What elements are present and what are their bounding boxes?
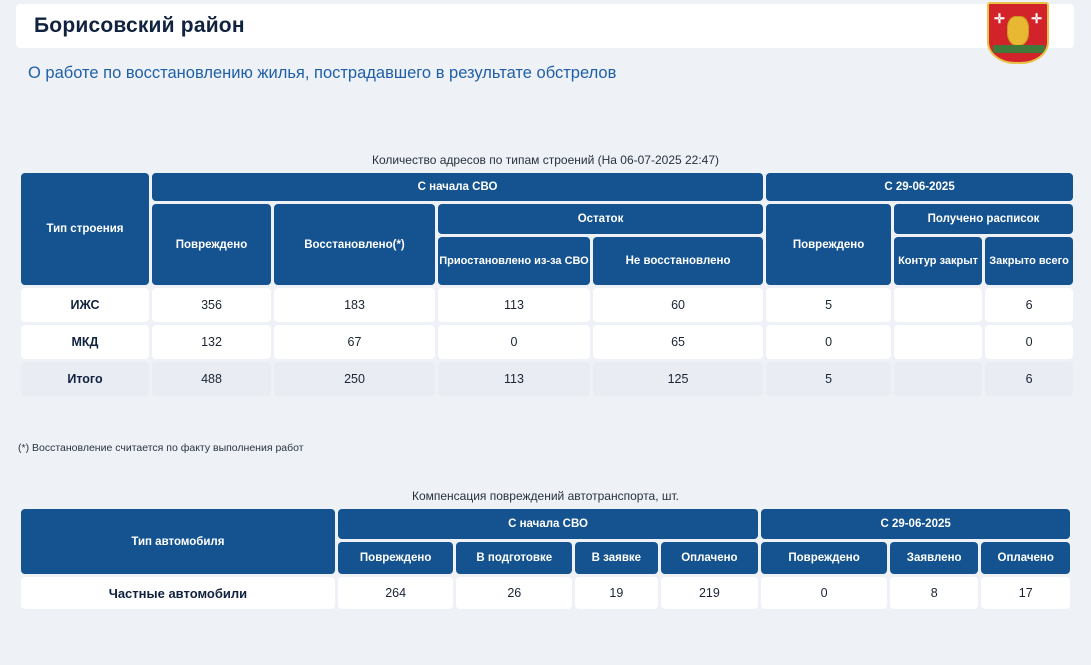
table1-footnote: (*) Восстановление считается по факту выполнения работ <box>18 442 304 454</box>
th-closed-total: Закрыто всего <box>985 237 1073 285</box>
th2-group-since-svo: С начала СВО <box>338 509 758 539</box>
cell-damaged: 132 <box>152 325 271 359</box>
header-bar <box>16 4 1074 48</box>
th-damaged-since-date: Повреждено <box>766 204 891 285</box>
emblem-cross-left: ✛ <box>994 11 1005 26</box>
table2-header-row-1 <box>21 509 1070 539</box>
table1-caption: Количество адресов по типам строений (На 06-07-2025 22:47) <box>371 153 720 167</box>
th-receipts: Получено расписок <box>894 204 1073 234</box>
cell-type: МКД <box>21 325 149 359</box>
cell-damaged: 356 <box>152 288 271 322</box>
cell-suspended: 113 <box>438 288 590 322</box>
cell-damaged2: 0 <box>766 325 891 359</box>
th2-in-preparation: В подготовке <box>456 542 572 574</box>
cell-type: Итого <box>21 362 149 396</box>
table-row <box>21 288 1073 322</box>
th-damaged: Повреждено <box>152 204 271 285</box>
cell-restored: 250 <box>274 362 435 396</box>
emblem-base <box>993 45 1045 53</box>
vehicles-table <box>18 506 1073 612</box>
cell-closed-total: 0 <box>985 325 1073 359</box>
cell-not-restored: 60 <box>593 288 763 322</box>
table-row <box>21 577 1070 609</box>
cell-contour-closed <box>894 362 982 396</box>
th2-damaged: Повреждено <box>338 542 454 574</box>
th-restored: Восстановлено(*) <box>274 204 435 285</box>
cell-paid: 219 <box>661 577 759 609</box>
coat-of-arms-icon <box>987 2 1049 64</box>
cell-not-restored: 65 <box>593 325 763 359</box>
th2-paid-since-date: Оплачено <box>981 542 1070 574</box>
cell-in-preparation: 26 <box>456 577 572 609</box>
table-row <box>21 325 1073 359</box>
subtitle: О работе по восстановлению жилья, пострадавшего в результате обстрелов <box>28 64 617 82</box>
th-suspended: Приостановлено из-за СВО <box>438 237 590 285</box>
cell-restored: 183 <box>274 288 435 322</box>
cell-damaged2: 5 <box>766 362 891 396</box>
cell-not-restored: 125 <box>593 362 763 396</box>
cell-closed-total: 6 <box>985 362 1073 396</box>
cell-in-request: 19 <box>575 577 657 609</box>
cell-contour-closed <box>894 325 982 359</box>
cell-restored: 67 <box>274 325 435 359</box>
page-title: Борисовский район <box>34 14 245 37</box>
table1-header-row-1 <box>21 173 1073 201</box>
cell-damaged: 488 <box>152 362 271 396</box>
cell-suspended: 113 <box>438 362 590 396</box>
cell-closed-total: 6 <box>985 288 1073 322</box>
cell-paid2: 17 <box>981 577 1070 609</box>
th2-paid: Оплачено <box>661 542 759 574</box>
table1-header-row-2 <box>21 204 1073 234</box>
cell-vehicle-type: Частные автомобили <box>21 577 335 609</box>
th-vehicle-type: Тип автомобиля <box>21 509 335 574</box>
th2-in-request: В заявке <box>575 542 657 574</box>
cell-suspended: 0 <box>438 325 590 359</box>
cell-declared: 8 <box>890 577 979 609</box>
th2-damaged-since-date: Повреждено <box>761 542 887 574</box>
cell-type: ИЖС <box>21 288 149 322</box>
cell-damaged: 264 <box>338 577 454 609</box>
table-row-total <box>21 362 1073 396</box>
th-group-since-date: С 29-06-2025 <box>766 173 1073 201</box>
th-not-restored: Не восстановлено <box>593 237 763 285</box>
th-group-since-svo: С начала СВО <box>152 173 763 201</box>
th-contour-closed: Контур закрыт <box>894 237 982 285</box>
emblem-cross-right: ✛ <box>1031 11 1042 26</box>
th2-declared: Заявлено <box>890 542 979 574</box>
cell-damaged2: 0 <box>761 577 887 609</box>
buildings-table <box>18 170 1076 399</box>
table2-caption: Компенсация повреждений автотранспорта, шт. <box>411 489 680 503</box>
th-remainder: Остаток <box>438 204 763 234</box>
th-building-type: Тип строения <box>21 173 149 285</box>
cell-contour-closed <box>894 288 982 322</box>
th2-group-since-date: С 29-06-2025 <box>761 509 1070 539</box>
emblem-lion <box>1007 16 1029 46</box>
cell-damaged2: 5 <box>766 288 891 322</box>
